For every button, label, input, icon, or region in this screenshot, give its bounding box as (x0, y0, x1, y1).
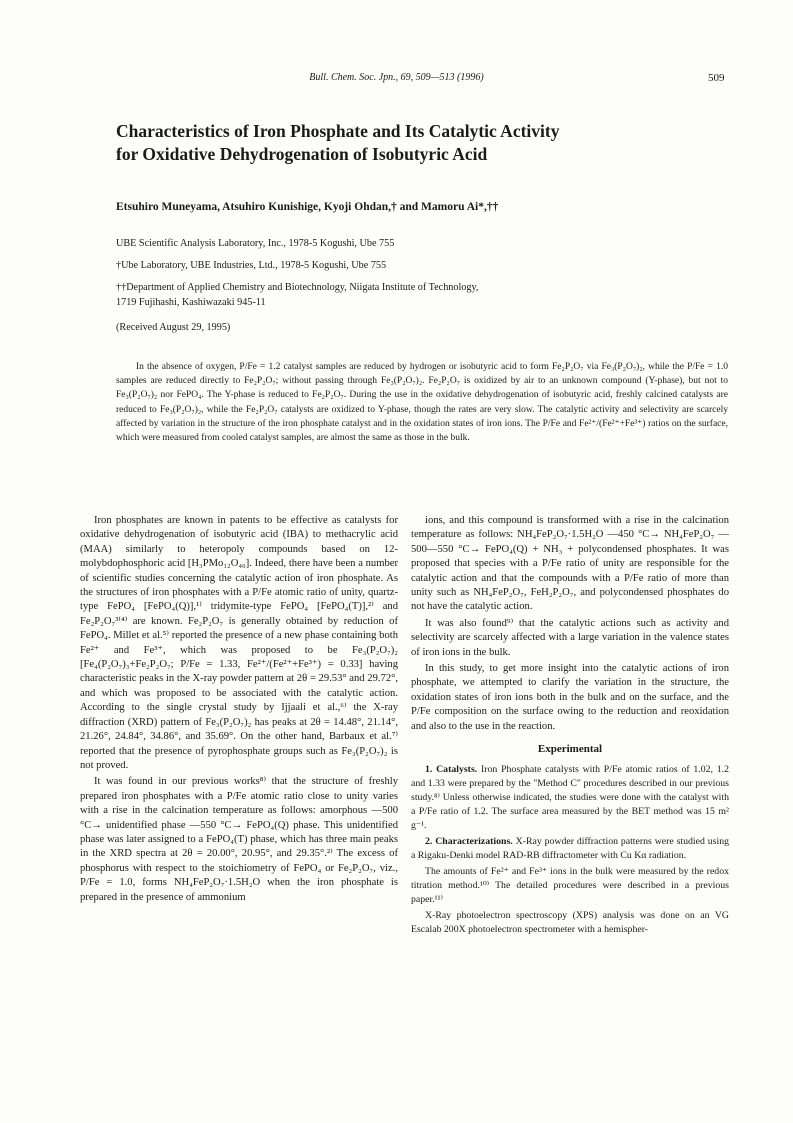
catalysts-heading: 1. Catalysts. (425, 763, 478, 775)
received-date: (Received August 29, 1995) (116, 322, 231, 333)
affiliation-2: †Ube Laboratory, UBE Industries, Ltd., 1978-5 Kogushi, Ube 755 (116, 260, 387, 271)
xps-paragraph: X-Ray photoelectron spectroscopy (XPS) analysis was done on an VG Escalab 200X photoelectron spectrometer with a hemispher- (411, 909, 729, 935)
paper-title-line-2: for Oxidative Dehydrogenation of Isobutyric Acid (116, 144, 488, 164)
paper-title (116, 120, 696, 166)
body-column-right (411, 514, 729, 1074)
intro-paragraph-1: Iron phosphates are known in patents to be effective as catalysts for oxidative dehydrogenation of isobutyric acid (IBA) to methacrylic acid (MAA) similarly to heteropoly compounds based on 12-molybdophosphoric acid [H₃PMo₁₂O₄₀]. Indeed, there have been a number of scientific studies concerning the catalytic action of iron phosphate. As the structures of iron phosphates with a P/Fe atomic ratio of unity, quartz-type FePO₄ [FePO₄(Q)],¹⁾ tridymite-type FePO₄ [FePO₄(T)],²⁾ and Fe₂P₂O₇³⁽⁴⁾ are known. Fe₂P₂O₇ is generally obtained by reduction of FePO₄. Millet et al.⁵⁾ reported the presence of a new phase containing both Fe²⁺ and Fe³⁺, which was proposed to be Fe₃(P₂O₇)₂ [Fe₄(P₂O₇)₃+Fe₂P₂O₇; P/Fe = 1.33, Fe²⁺/(Fe²⁺+Fe³⁺) = 0.33] having characteristic peaks in the X-ray powder pattern at 2θ = 29.53° and 29.72°, and which was proposed to be associated with the catalytic action. According to the single crystal study by Ijjaali et al.,⁶⁾ the X-ray diffraction (XRD) pattern of Fe₃(P₂O₇)₂ has peaks at 2θ = 14.48°, 21.14°, 21.26°, 24.84°, 34.86°, and 35.69°. On the other hand, Barbaux et al.⁷⁾ reported that the presence of pyrophosphate groups such as Fe₃(P₂O₇)₂ is not proved. (80, 515, 398, 771)
body-column-left (80, 514, 398, 1074)
affiliation-3-line-2: 1719 Fujihashi, Kashiwazaki 945-11 (116, 297, 266, 308)
characterizations-paragraph (411, 835, 729, 863)
intro-paragraph-4: It was also found⁹⁾ that the catalytic actions such as activity and selectivity are scarcely affected with a large variation in the valence states of iron ions in the bulk. (411, 617, 729, 658)
paper-title-line-1: Characteristics of Iron Phosphate and Its Catalytic Activity (116, 121, 560, 141)
abstract: In the absence of oxygen, P/Fe = 1.2 catalyst samples are reduced by hydrogen or isobutyric acid to form Fe₂P₂O₇ via Fe₃(P₂O₇)₂, while the P/Fe = 1.0 samples are reduced directly to Fe₂P₂O₇; without passing through Fe₃(P₂O₇)₂. Fe₂P₂O₇ is oxidized by air to an unknown compound (Y-phase), but not to Fe₃(P₂O₇)₂ nor FePO₄. The Y-phase is reduced to Fe₂P₂O₇. During the use in the oxidative dehydrogenation of isobutyric acid, freshly calcined catalysts are reduced to Fe₃(P₂O₇)₂, while the Fe₂P₂O₇ catalysts are oxidized to Y-phase, though the rates are very slow. The catalytic activity and selectivity are scarcely affected by variation in the structure of the iron phosphate catalyst and in the oxidation states of iron ions. The P/Fe and Fe²⁺/(Fe²⁺+Fe³⁺) ratios on the surface, which were measured from cooled catalyst samples, are almost the same as those in the bulk. (116, 362, 728, 444)
intro-paragraph-3: ions, and this compound is transformed with a rise in the calcination temperature as follows: NH₄FeP₂O₇·1.5H₂O —450 °C→ NH₄FeP₂O₇ —500—550 °C→ FePO₄(Q) + NH₃ + polycondensed phosphates. It was proposed that species with a P/Fe ratio of unity are responsible for the catalytic action and that the compounds with a P/Fe ratio of more than unity such as NH₄FeP₂O₇, FeH₂P₂O₇, and polycondensed phosphates do not have the catalytic action. (411, 515, 729, 613)
affiliation-1: UBE Scientific Analysis Laboratory, Inc., 1978-5 Kogushi, Ube 755 (116, 238, 395, 249)
catalysts-paragraph (411, 763, 729, 833)
affiliation-3 (116, 280, 716, 310)
fe-ion-paragraph: The amounts of Fe²⁺ and Fe³⁺ ions in the bulk were measured by the redox titration method.¹⁰⁾ The detailed procedures were described in a previous paper.¹¹⁾ (411, 865, 729, 905)
intro-paragraph-5: In this study, to get more insight into the catalytic actions of iron phosphate, we attempted to clarify the variation in the structure, the oxidation states of iron ions both in the bulk and on the surface, and the P/Fe composition on the surface owing to the reduction and reoxidation and also to the use in the reaction. (411, 663, 729, 732)
page-number: 509 (708, 72, 725, 84)
characterizations-heading: 2. Characterizations. (425, 835, 513, 847)
catalysts-text: Iron Phosphate catalysts with P/Fe atomic ratios of 1.02, 1.2 and 1.33 were prepared by the "Method C" procedures described in our previous study.⁸⁾ Unless otherwise indicated, the studies were done with the catalyst with a P/Fe ratio of 1.2. The surface area measured by the BET method was 15 m² g⁻¹. (411, 763, 729, 831)
characterizations-text: X-Ray powder diffraction patterns were studied using a Rigaku-Denki model RAD-RB diffractometer with Cu Kα radiation. (411, 835, 729, 861)
author-list: Etsuhiro Muneyama, Atsuhiro Kunishige, Kyoji Ohdan,† and Mamoru Ai*,†† (116, 201, 499, 213)
intro-paragraph-2: It was found in our previous works⁸⁾ that the structure of freshly prepared iron phosphates with a P/Fe atomic ratio close to unity varies with a rise in the calcination temperature as follows: amorphous —500 °C→ unidentified phase —550 °C→ FePO₄(Q) phase. This unidentified phase was later assigned to a FePO₄(T) phase, which has three main peaks in the XRD spectra at 2θ = 20.00°, 20.95°, and 29.35°.²⁾ The excess of phosphorus with respect to the stoichiometry of FePO₄ or Fe₂P₂O₇, viz., P/Fe = 1.0, forms NH₄FeP₂O₇·1.5H₂O when the iron phosphate is prepared in the presence of ammonium (80, 776, 398, 903)
affiliation-3-line-1: ††Department of Applied Chemistry and Biotechnology, Niigata Institute of Technology, (116, 282, 479, 293)
running-head: Bull. Chem. Soc. Jpn., 69, 509—513 (1996) (309, 72, 484, 83)
section-heading-experimental: Experimental (537, 743, 603, 756)
